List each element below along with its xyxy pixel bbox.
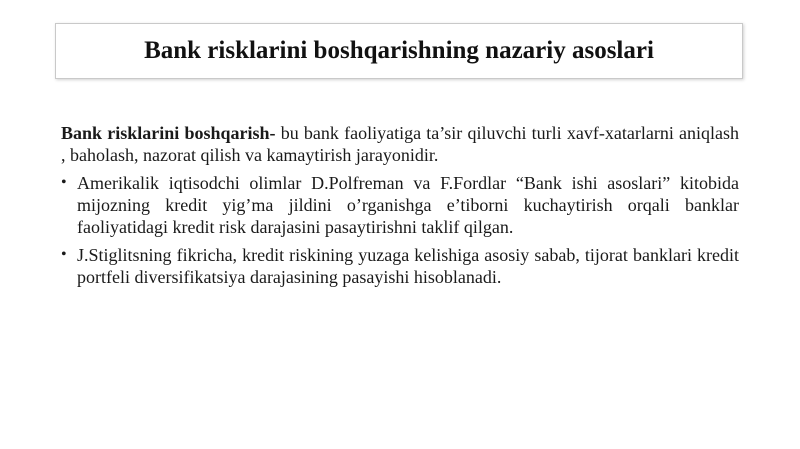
intro-term: Bank risklarini boshqarish- <box>61 123 276 143</box>
list-item <box>61 244 739 288</box>
bullet-text: Amerikalik iqtisodchi olimlar D.Polfreman va F.Fordlar “Bank ishi asoslari” kitobida mijozning kredit yig’ma jildini o’rganishga e’tiborni kuchaytirish orqali banklar faoliyatidagi kredit risk darajasini pasaytirishni taklif qilgan. <box>77 173 739 237</box>
title-box <box>55 23 743 79</box>
list-item <box>61 172 739 238</box>
intro-definition: bu bank faoliyatiga ta’sir qiluvchi turli xavf-xatarlarni aniqlash , baholash, nazorat qilish va kamaytirish jarayonidir. <box>61 123 740 165</box>
slide-title: Bank risklarini boshqarishning nazariy asoslari <box>144 37 654 64</box>
slide-body <box>61 122 739 294</box>
bullet-dot-icon: • <box>61 246 67 263</box>
bullet-text: J.Stiglitsning fikricha, kredit riskining yuzaga kelishiga asosiy sabab, tijorat banklari kredit portfeli diversifikatsiya darajasining pasayishi hisoblanadi. <box>77 245 739 287</box>
intro-paragraph <box>61 122 739 166</box>
bullet-list <box>61 172 739 288</box>
bullet-dot-icon: • <box>61 174 67 191</box>
